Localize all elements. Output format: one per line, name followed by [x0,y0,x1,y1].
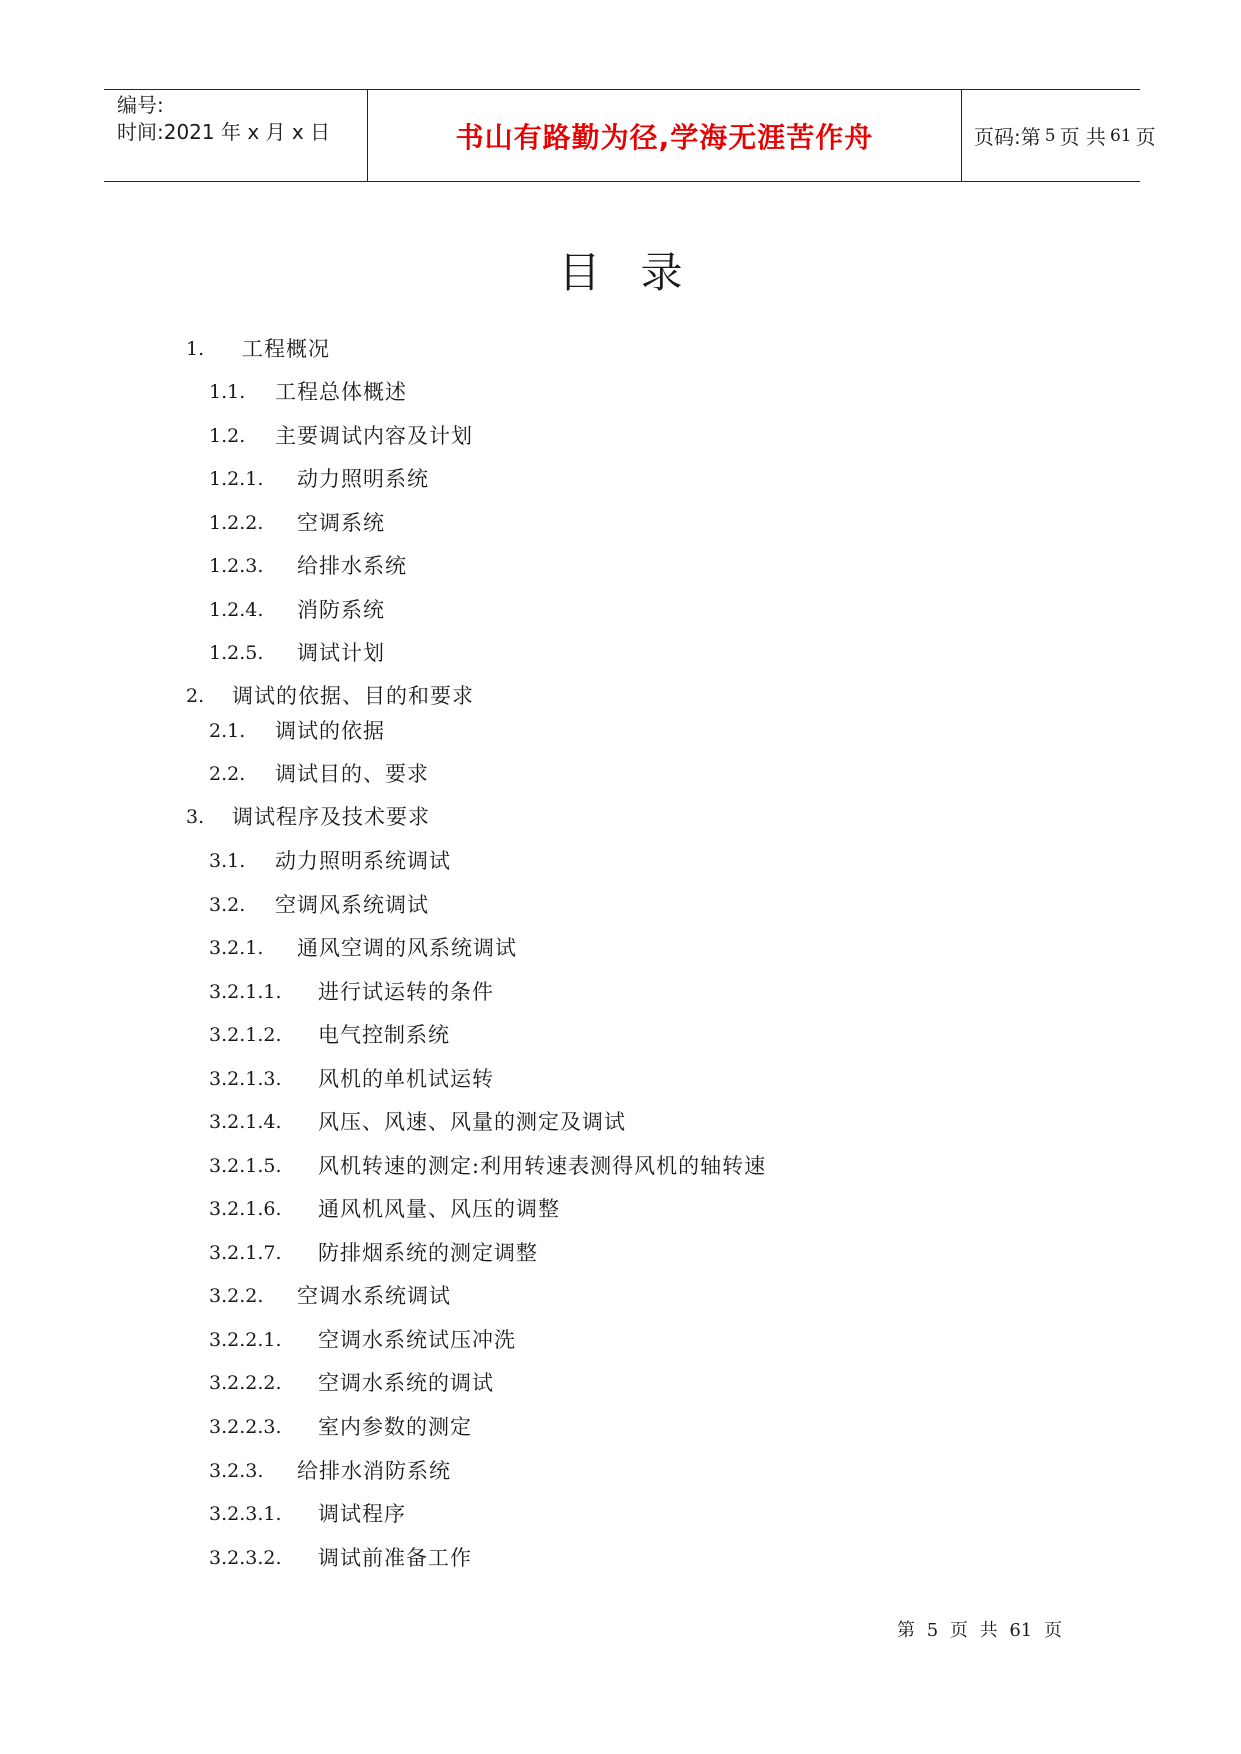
page-header [104,89,1156,182]
toc-entry-label: 防排烟系统的测定调整 [318,1241,538,1265]
toc-entry-number: 1.2.2. [209,512,264,534]
page-mid: 页 共 [1059,125,1106,149]
toc-entry-number: 2.1. [209,720,246,742]
toc-entry-number: 1.2. [209,425,246,447]
page-footer: 第 5 页 共 61 页 [897,1620,1062,1641]
serial-number-label: 编号: [117,93,164,117]
toc-entry-label: 动力照明系统 [297,467,429,491]
toc-entry-number: 3.2.1.3. [209,1068,282,1090]
toc-entry-number: 1. [186,338,205,360]
toc-entry-number: 3.2.3.1. [209,1503,282,1525]
toc-entry-label: 调试的依据 [275,719,385,743]
toc-entry-number: 3.2.2.2. [209,1372,282,1394]
toc-entry-label: 空调水系统调试 [297,1284,451,1308]
toc-entry-label: 空调风系统调试 [275,893,429,917]
toc-entry-label: 消防系统 [297,598,385,622]
toc-entry-label: 调试计划 [297,641,385,665]
page-prefix: 页码:第 [974,125,1041,149]
toc-entry-label: 通风空调的风系统调试 [297,936,517,960]
toc-entry-label: 空调系统 [297,511,385,535]
toc-entry-number: 3.2.2.1. [209,1329,282,1351]
toc-entry-label: 空调水系统试压冲洗 [318,1328,516,1352]
toc-entry-label: 调试的依据、目的和要求 [232,684,474,708]
toc-entry-label: 进行试运转的条件 [318,980,494,1004]
toc-entry-number: 3.2.1.2. [209,1024,282,1046]
toc-entry-number: 3. [186,806,205,828]
header-meta-cell [104,90,368,181]
toc-entry-number: 3.2.1.4. [209,1111,282,1133]
toc-entry-number: 3.2.1. [209,937,264,959]
document-title: 目录 [558,248,723,297]
toc-entry-label: 主要调试内容及计划 [275,424,473,448]
toc-entry-label: 动力照明系统调试 [275,849,451,873]
toc-entry-number: 3.1. [209,850,246,872]
toc-entry-label: 工程总体概述 [275,380,407,404]
page-total: 61 [1109,125,1132,146]
toc-entry-label: 给排水系统 [297,554,407,578]
toc-entry-label: 给排水消防系统 [297,1459,451,1483]
toc-entry-number: 1.2.4. [209,599,264,621]
toc-entry-number: 3.2.1.7. [209,1242,282,1264]
toc-entry-label: 风压、风速、风量的测定及调试 [318,1110,626,1134]
toc-entry-number: 3.2.1.5. [209,1155,282,1177]
toc-entry-number: 1.2.1. [209,468,264,490]
toc-entry-label: 空调水系统的调试 [318,1371,494,1395]
toc-entry-label: 风机的单机试运转 [318,1067,494,1091]
toc-entry-number: 3.2.1.6. [209,1198,282,1220]
toc-entry-label: 室内参数的测定 [318,1415,472,1439]
toc-entry-number: 2. [186,685,205,707]
toc-entry-label: 电气控制系统 [318,1023,450,1047]
toc-entry-label: 风机转速的测定:利用转速表测得风机的轴转速 [318,1154,767,1178]
toc-entry-number: 3.2.3. [209,1460,264,1482]
page-current: 5 [1044,125,1056,146]
toc-entry-number: 3.2.2. [209,1285,264,1307]
toc-entry-label: 调试目的、要求 [275,762,429,786]
toc-entry-number: 1.2.3. [209,555,264,577]
toc-entry-label: 调试程序及技术要求 [232,805,430,829]
toc-entry-label: 工程概况 [242,337,330,361]
toc-entry-label: 调试前准备工作 [318,1546,472,1570]
header-motto: 书山有路勤为径,学海无涯苦作舟 [368,90,962,181]
toc-entry-number: 2.2. [209,763,246,785]
toc-entry-label: 调试程序 [318,1502,406,1526]
toc-entry-number: 3.2.2.3. [209,1416,282,1438]
header-page-info [962,90,1156,181]
toc-entry-number: 1.2.5. [209,642,264,664]
toc-entry-number: 1.1. [209,381,246,403]
toc-entry-number: 3.2.3.2. [209,1547,282,1569]
date-label: 时间:2021 年 x 月 x 日 [117,120,331,144]
toc-entry-number: 3.2.1.1. [209,981,282,1003]
toc-entry-label: 通风机风量、风压的调整 [318,1197,560,1221]
toc-entry-number: 3.2. [209,894,246,916]
page-suffix: 页 [1135,125,1156,149]
